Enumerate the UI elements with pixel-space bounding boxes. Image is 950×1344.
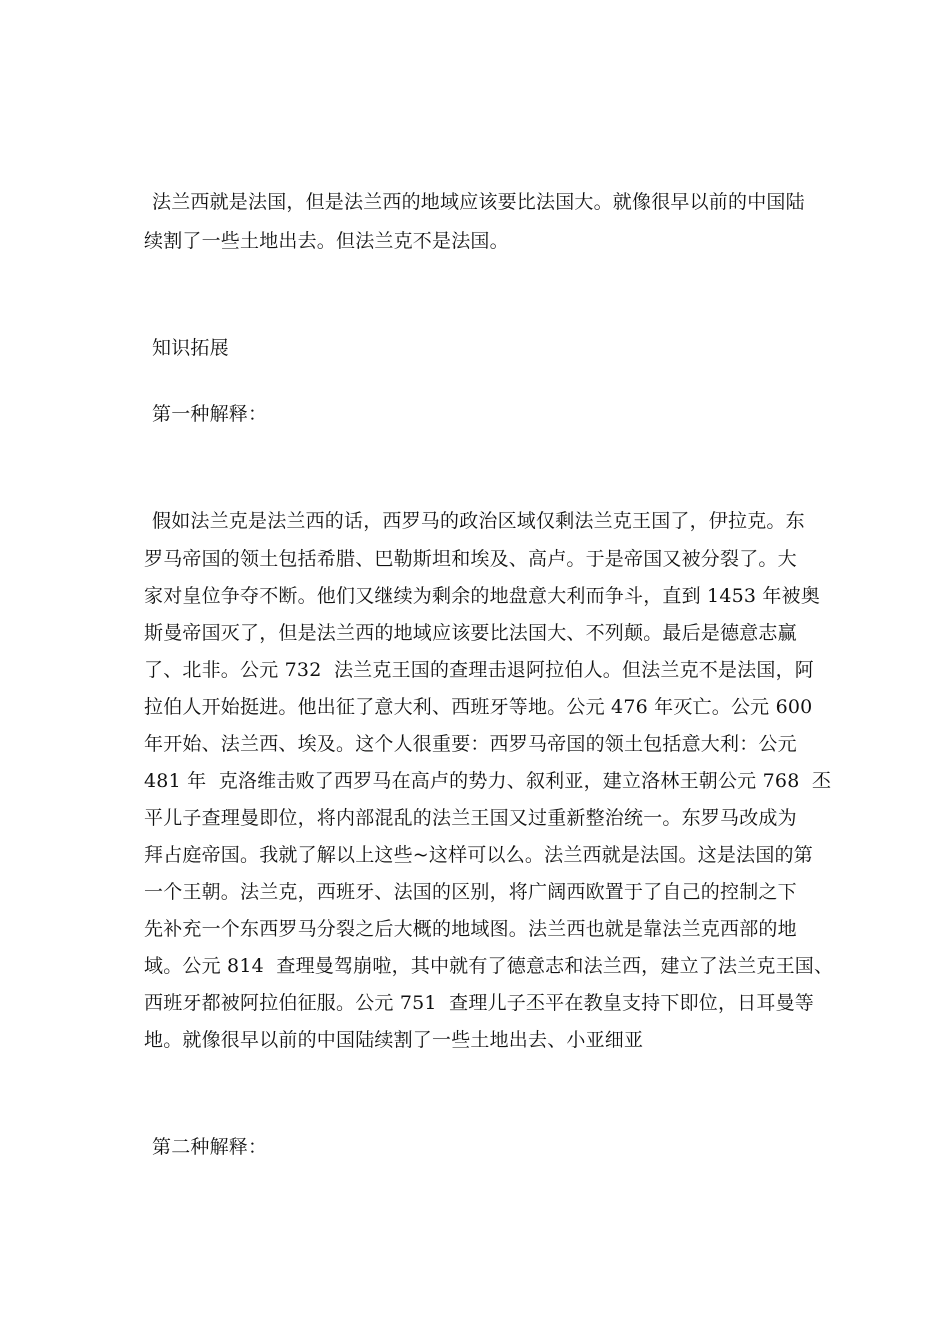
paragraph-line: 罗马帝国的领土包括希腊、巴勒斯坦和埃及、高卢。于是帝国又被分裂了。大	[144, 548, 797, 570]
paragraph-line: 西班牙都被阿拉伯征服。公元 751 查理儿子丕平在教皇支持下即位，日耳曼等	[144, 992, 814, 1014]
paragraph-line: 了、北非。公元 732 法兰克王国的查理击退阿拉伯人。但法兰克不是法国，阿	[144, 659, 814, 681]
paragraph-line: 平儿子查理曼即位，将内部混乱的法兰王国又过重新整治统一。东罗马改成为	[144, 807, 797, 829]
paragraph-line: 拉伯人开始挺进。他出征了意大利、西班牙等地。公元 476 年灭亡。公元 600	[144, 696, 813, 718]
paragraph-line: 斯曼帝国灭了，但是法兰西的地域应该要比法国大、不列颠。最后是德意志赢	[144, 622, 797, 644]
paragraph-line: 家对皇位争夺不断。他们又继续为剩余的地盘意大利而争斗，直到 1453 年被奥	[144, 585, 821, 607]
paragraph-line: 年开始、法兰西、埃及。这个人很重要：西罗马帝国的领土包括意大利：公元	[144, 733, 797, 755]
paragraph-line: 481 年 克洛维击败了西罗马在高卢的势力、叙利亚，建立洛林王朝公元 768 丕	[144, 770, 832, 792]
intro-line-1: 法兰西就是法国，但是法兰西的地域应该要比法国大。就像很早以前的中国陆	[152, 191, 805, 213]
paragraph-line: 拜占庭帝国。我就了解以上这些~这样可以么。法兰西就是法国。这是法国的第	[144, 844, 813, 866]
paragraph-line: 先补充一个东西罗马分裂之后大概的地域图。法兰西也就是靠法兰克西部的地	[144, 918, 797, 940]
paragraph-line: 地。就像很早以前的中国陆续割了一些土地出去、小亚细亚	[144, 1029, 644, 1051]
paragraph-line: 域。公元 814 查理曼驾崩啦，其中就有了德意志和法兰西，建立了法兰克王国、	[144, 955, 834, 977]
heading-second-explanation: 第二种解释：	[152, 1136, 268, 1158]
heading-first-explanation: 第一种解释：	[152, 403, 268, 425]
paragraph-line: 假如法兰克是法兰西的话，西罗马的政治区域仅剩法兰克王国了，伊拉克。东	[152, 510, 805, 532]
heading-knowledge: 知识拓展	[152, 337, 229, 359]
paragraph-line: 一个王朝。法兰克，西班牙、法国的区别，将广阔西欧置于了自己的控制之下	[144, 881, 797, 903]
intro-line-2: 续割了一些土地出去。但法兰克不是法国。	[144, 230, 509, 252]
